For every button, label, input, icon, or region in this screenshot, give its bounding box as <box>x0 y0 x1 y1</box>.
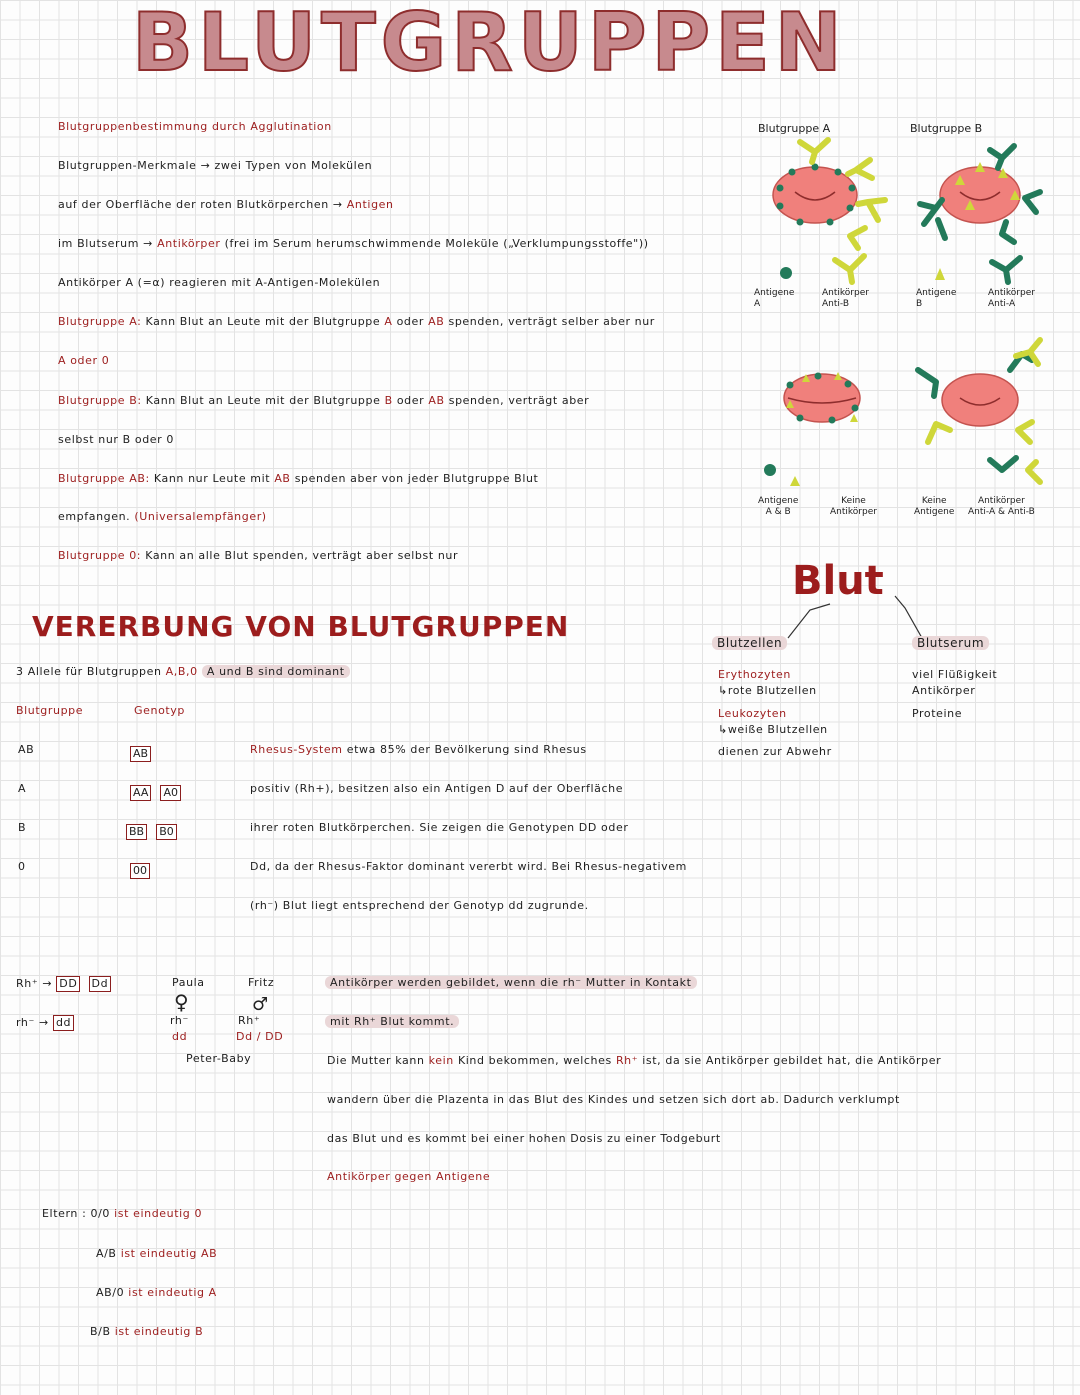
group-a-line-2: A oder 0 <box>58 354 110 367</box>
parents-row-3 <box>96 1286 217 1299</box>
group-a-label: Blutgruppe A: <box>58 315 142 328</box>
parents-result-4: ist eindeutig B <box>114 1325 204 1338</box>
rh-negative-row <box>16 1015 78 1031</box>
group-ab-text2: spenden aber von jeder Blutgruppe Blut <box>294 472 539 485</box>
legend-antigen-ab <box>758 496 798 518</box>
intro-line-3 <box>58 237 649 250</box>
col-genotype: Genotyp <box>134 704 185 717</box>
group-a-text: Kann Blut an Leute mit der Blutgruppe <box>145 315 381 328</box>
alleles-line <box>16 665 350 678</box>
female-icon: ♀ <box>174 990 189 1014</box>
legend-no-antibody <box>830 496 877 518</box>
serum-fluid: viel Flüßigkeit <box>912 668 998 681</box>
group-b-line-1 <box>58 394 589 407</box>
parents-combo-4: B/B <box>90 1325 111 1338</box>
legend-antibody-both-text: Antikörper Anti-A & Anti-B <box>968 496 1035 517</box>
father-genotype: Dd / DD <box>236 1030 284 1043</box>
mother-rh: rh⁻ <box>170 1014 189 1027</box>
erythrocytes: Erythozyten <box>718 668 791 681</box>
intro-line-3-text: im Blutserum → <box>58 237 153 250</box>
genotype-box: dd <box>53 1015 74 1031</box>
genotype-box: AA <box>130 785 151 801</box>
alleles-text: 3 Allele für Blutgruppen <box>16 665 162 678</box>
group-a-text2: spenden, verträgt selber aber nur <box>448 315 655 328</box>
intro-line-1: Blutgruppen-Merkmale → zwei Typen von Molekülen <box>58 159 373 172</box>
cell-group-0 <box>918 340 1040 482</box>
universal-recipient: (Universalempfänger) <box>134 510 267 523</box>
row-genotypes-b <box>126 820 181 840</box>
male-icon: ♂ <box>252 994 269 1015</box>
para-3-text-c: Kind bekommen, welches <box>457 1054 612 1067</box>
antibody-anti-b-icon <box>835 256 864 282</box>
group-ab-receive: empfangen. <box>58 510 131 523</box>
intro-line-4: Antikörper A (=α) reagieren mit A-Antigen-Molekülen <box>58 276 381 289</box>
intro-line-2-text: auf der Oberfläche der roten Blutkörperchen → <box>58 198 343 211</box>
serum-proteins: Proteine <box>912 707 963 720</box>
father-rh: Rh⁺ <box>238 1014 261 1027</box>
antibody-anti-a-icon <box>992 258 1020 282</box>
genotype-box: DD <box>56 976 80 992</box>
group-a-line-1 <box>58 315 655 328</box>
rhesus-line-3: ihrer roten Blutkörperchen. Sie zeigen die Genotypen DD oder <box>250 821 629 834</box>
mother-genotype: dd <box>172 1030 188 1043</box>
legend-antigen-b-text: Antigene B <box>916 288 957 309</box>
serum-antibodies: Antikörper <box>912 684 976 697</box>
parents-combo-1: 0/0 <box>90 1207 111 1220</box>
group-b-or: oder <box>396 394 425 407</box>
group-o-label: Blutgruppe 0: <box>58 549 142 562</box>
antibody-para-2: mit Rh⁺ Blut kommt. <box>325 1015 459 1028</box>
parents-row-1 <box>42 1207 202 1220</box>
parents-combo-2: A/B <box>96 1247 117 1260</box>
parents-result-3: ist eindeutig A <box>128 1286 217 1299</box>
cell-group-a <box>773 140 885 248</box>
para-3-kein: kein <box>428 1054 454 1067</box>
rhesus-line-4: Dd, da der Rhesus-Faktor dominant vererbt wird. Bei Rhesus-negativem <box>250 860 687 873</box>
group-ab-line-1 <box>58 472 538 485</box>
erythrocytes-desc: ↳rote Blutzellen <box>718 684 817 697</box>
parents-row-4 <box>90 1325 203 1338</box>
cell-group-b <box>920 146 1040 242</box>
parents-result-2: ist eindeutig AB <box>120 1247 218 1260</box>
dominance-note: A und B sind dominant <box>202 665 350 678</box>
genotype-box: BB <box>126 824 147 840</box>
parents-label: Eltern : <box>42 1207 87 1220</box>
rhesus-line-2: positiv (Rh+), besitzen also ein Antigen D auf der Oberfläche <box>250 782 624 795</box>
legend-antibody-anti-b <box>822 288 869 310</box>
legend-no-antibody-text: Keine Antikörper <box>830 496 877 517</box>
row-group-0: 0 <box>18 860 26 873</box>
antigen-a-marker <box>780 267 792 279</box>
para-3-rh: Rh⁺ <box>615 1054 639 1067</box>
row-group-b: B <box>18 821 27 834</box>
blood-title: Blut <box>792 558 884 604</box>
diagram-group-a-title: Blutgruppe A <box>758 122 831 135</box>
legend-no-antigen <box>914 496 954 518</box>
intro-heading: Blutgruppenbestimmung durch Agglutination <box>58 120 332 133</box>
blood-group-diagram <box>740 130 1060 540</box>
baby-name: Peter-Baby <box>186 1052 252 1065</box>
row-group-ab: AB <box>18 743 35 756</box>
group-o-text: Kann an alle Blut spenden, verträgt aber selbst nur <box>145 549 459 562</box>
genotype-box: B0 <box>156 824 177 840</box>
antigen-b-marker <box>935 268 945 280</box>
page-title: BLUTGRUPPEN <box>132 0 847 89</box>
genotype-box: 00 <box>130 863 150 879</box>
para-3-text-a: Die Mutter kann <box>327 1054 425 1067</box>
alleles-values: A,B,0 <box>165 665 198 678</box>
antigen-ab-triangle <box>790 476 800 486</box>
antibody-para-3 <box>327 1054 941 1067</box>
group-b-val2: AB <box>428 394 445 407</box>
antibody-para-1: Antikörper werden gebildet, wenn die rh⁻ Mutter in Kontakt <box>325 976 697 989</box>
group-ab-label: Blutgruppe AB: <box>58 472 150 485</box>
rh-positive-row <box>16 976 115 992</box>
group-a-val1: A <box>384 315 393 328</box>
genotype-box: AB <box>130 746 151 762</box>
rhesus-line-1 <box>250 743 587 756</box>
antigen-ab-dot <box>764 464 776 476</box>
intro-line-3-desc: (frei im Serum herumschwimmende Moleküle („Verklumpungsstoffe")) <box>224 237 649 250</box>
rh-positive-label: Rh⁺ → <box>16 977 53 990</box>
rhesus-system-term: Rhesus-System <box>250 743 343 756</box>
group-b-text: Kann Blut an Leute mit der Blutgruppe <box>145 394 381 407</box>
parents-result-1: ist eindeutig 0 <box>114 1207 203 1220</box>
cell-group-ab <box>784 372 860 424</box>
leukocytes-desc: ↳weiße Blutzellen <box>718 723 828 736</box>
antigen-term: Antigen <box>346 198 394 211</box>
group-a-val2: AB <box>428 315 445 328</box>
genotype-box: Dd <box>89 976 112 992</box>
parents-combo-3: AB/0 <box>96 1286 125 1299</box>
col-blood-group: Blutgruppe <box>16 704 84 717</box>
group-b-line-2: selbst nur B oder 0 <box>58 433 174 446</box>
legend-antibody-anti-b-text: Antikörper Anti-B <box>822 288 869 309</box>
rhesus-line-1-text: etwa 85% der Bevölkerung sind Rhesus <box>346 743 587 756</box>
rhesus-line-5: (rh⁻) Blut liegt entsprechend der Genotyp dd zugrunde. <box>250 899 589 912</box>
rh-negative-label: rh⁻ → <box>16 1016 49 1029</box>
row-genotypes-a <box>130 781 185 801</box>
group-b-val1: B <box>384 394 393 407</box>
group-ab-val: AB <box>274 472 291 485</box>
blood-cells-label: Blutzellen <box>712 636 787 650</box>
intro-line-2 <box>58 198 394 211</box>
genotype-box: A0 <box>160 785 181 801</box>
leukocytes-desc-2: dienen zur Abwehr <box>718 745 832 758</box>
antibody-para-4: wandern über die Plazenta in das Blut des Kindes und setzen sich dort ab. Dadurch verklumpt <box>327 1093 900 1106</box>
group-b-label: Blutgruppe B: <box>58 394 142 407</box>
blood-serum-label: Blutserum <box>912 636 989 650</box>
group-b-text2: spenden, verträgt aber <box>448 394 590 407</box>
antibody-para-6: Antikörper gegen Antigene <box>327 1170 491 1183</box>
group-a-or: oder <box>396 315 424 328</box>
row-genotypes-ab <box>130 742 155 762</box>
legend-antibody-anti-a <box>988 288 1035 310</box>
para-3-text-e: ist, da sie Antikörper gebildet hat, die Antikörper <box>642 1054 942 1067</box>
legend-antigen-b <box>916 288 956 310</box>
inheritance-heading: VERERBUNG VON BLUTGRUPPEN <box>32 610 570 643</box>
father-name: Fritz <box>248 976 275 989</box>
legend-antibody-anti-a-text: Antikörper Anti-A <box>988 288 1035 309</box>
group-ab-text: Kann nur Leute mit <box>153 472 271 485</box>
parents-row-2 <box>96 1247 217 1260</box>
group-o-line <box>58 549 458 562</box>
row-group-a: A <box>18 782 27 795</box>
antibody-para-5: das Blut und es kommt bei einer hohen Dosis zu einer Todgeburt <box>327 1132 721 1145</box>
diagram-group-b-title: Blutgruppe B <box>910 122 983 135</box>
legend-antibody-both <box>968 496 1035 518</box>
leukocytes: Leukozyten <box>718 707 787 720</box>
legend-no-antigen-text: Keine Antigene <box>914 496 955 517</box>
mother-name: Paula <box>172 976 205 989</box>
legend-antigen-a <box>754 288 794 310</box>
antibody-term: Antikörper <box>157 237 221 250</box>
row-genotypes-0 <box>130 859 154 879</box>
group-ab-line-2 <box>58 510 267 523</box>
legend-antigen-ab-text: Antigene A & B <box>758 496 799 517</box>
blood-tree-lines <box>740 590 940 640</box>
legend-antigen-a-text: Antigene A <box>754 288 795 309</box>
